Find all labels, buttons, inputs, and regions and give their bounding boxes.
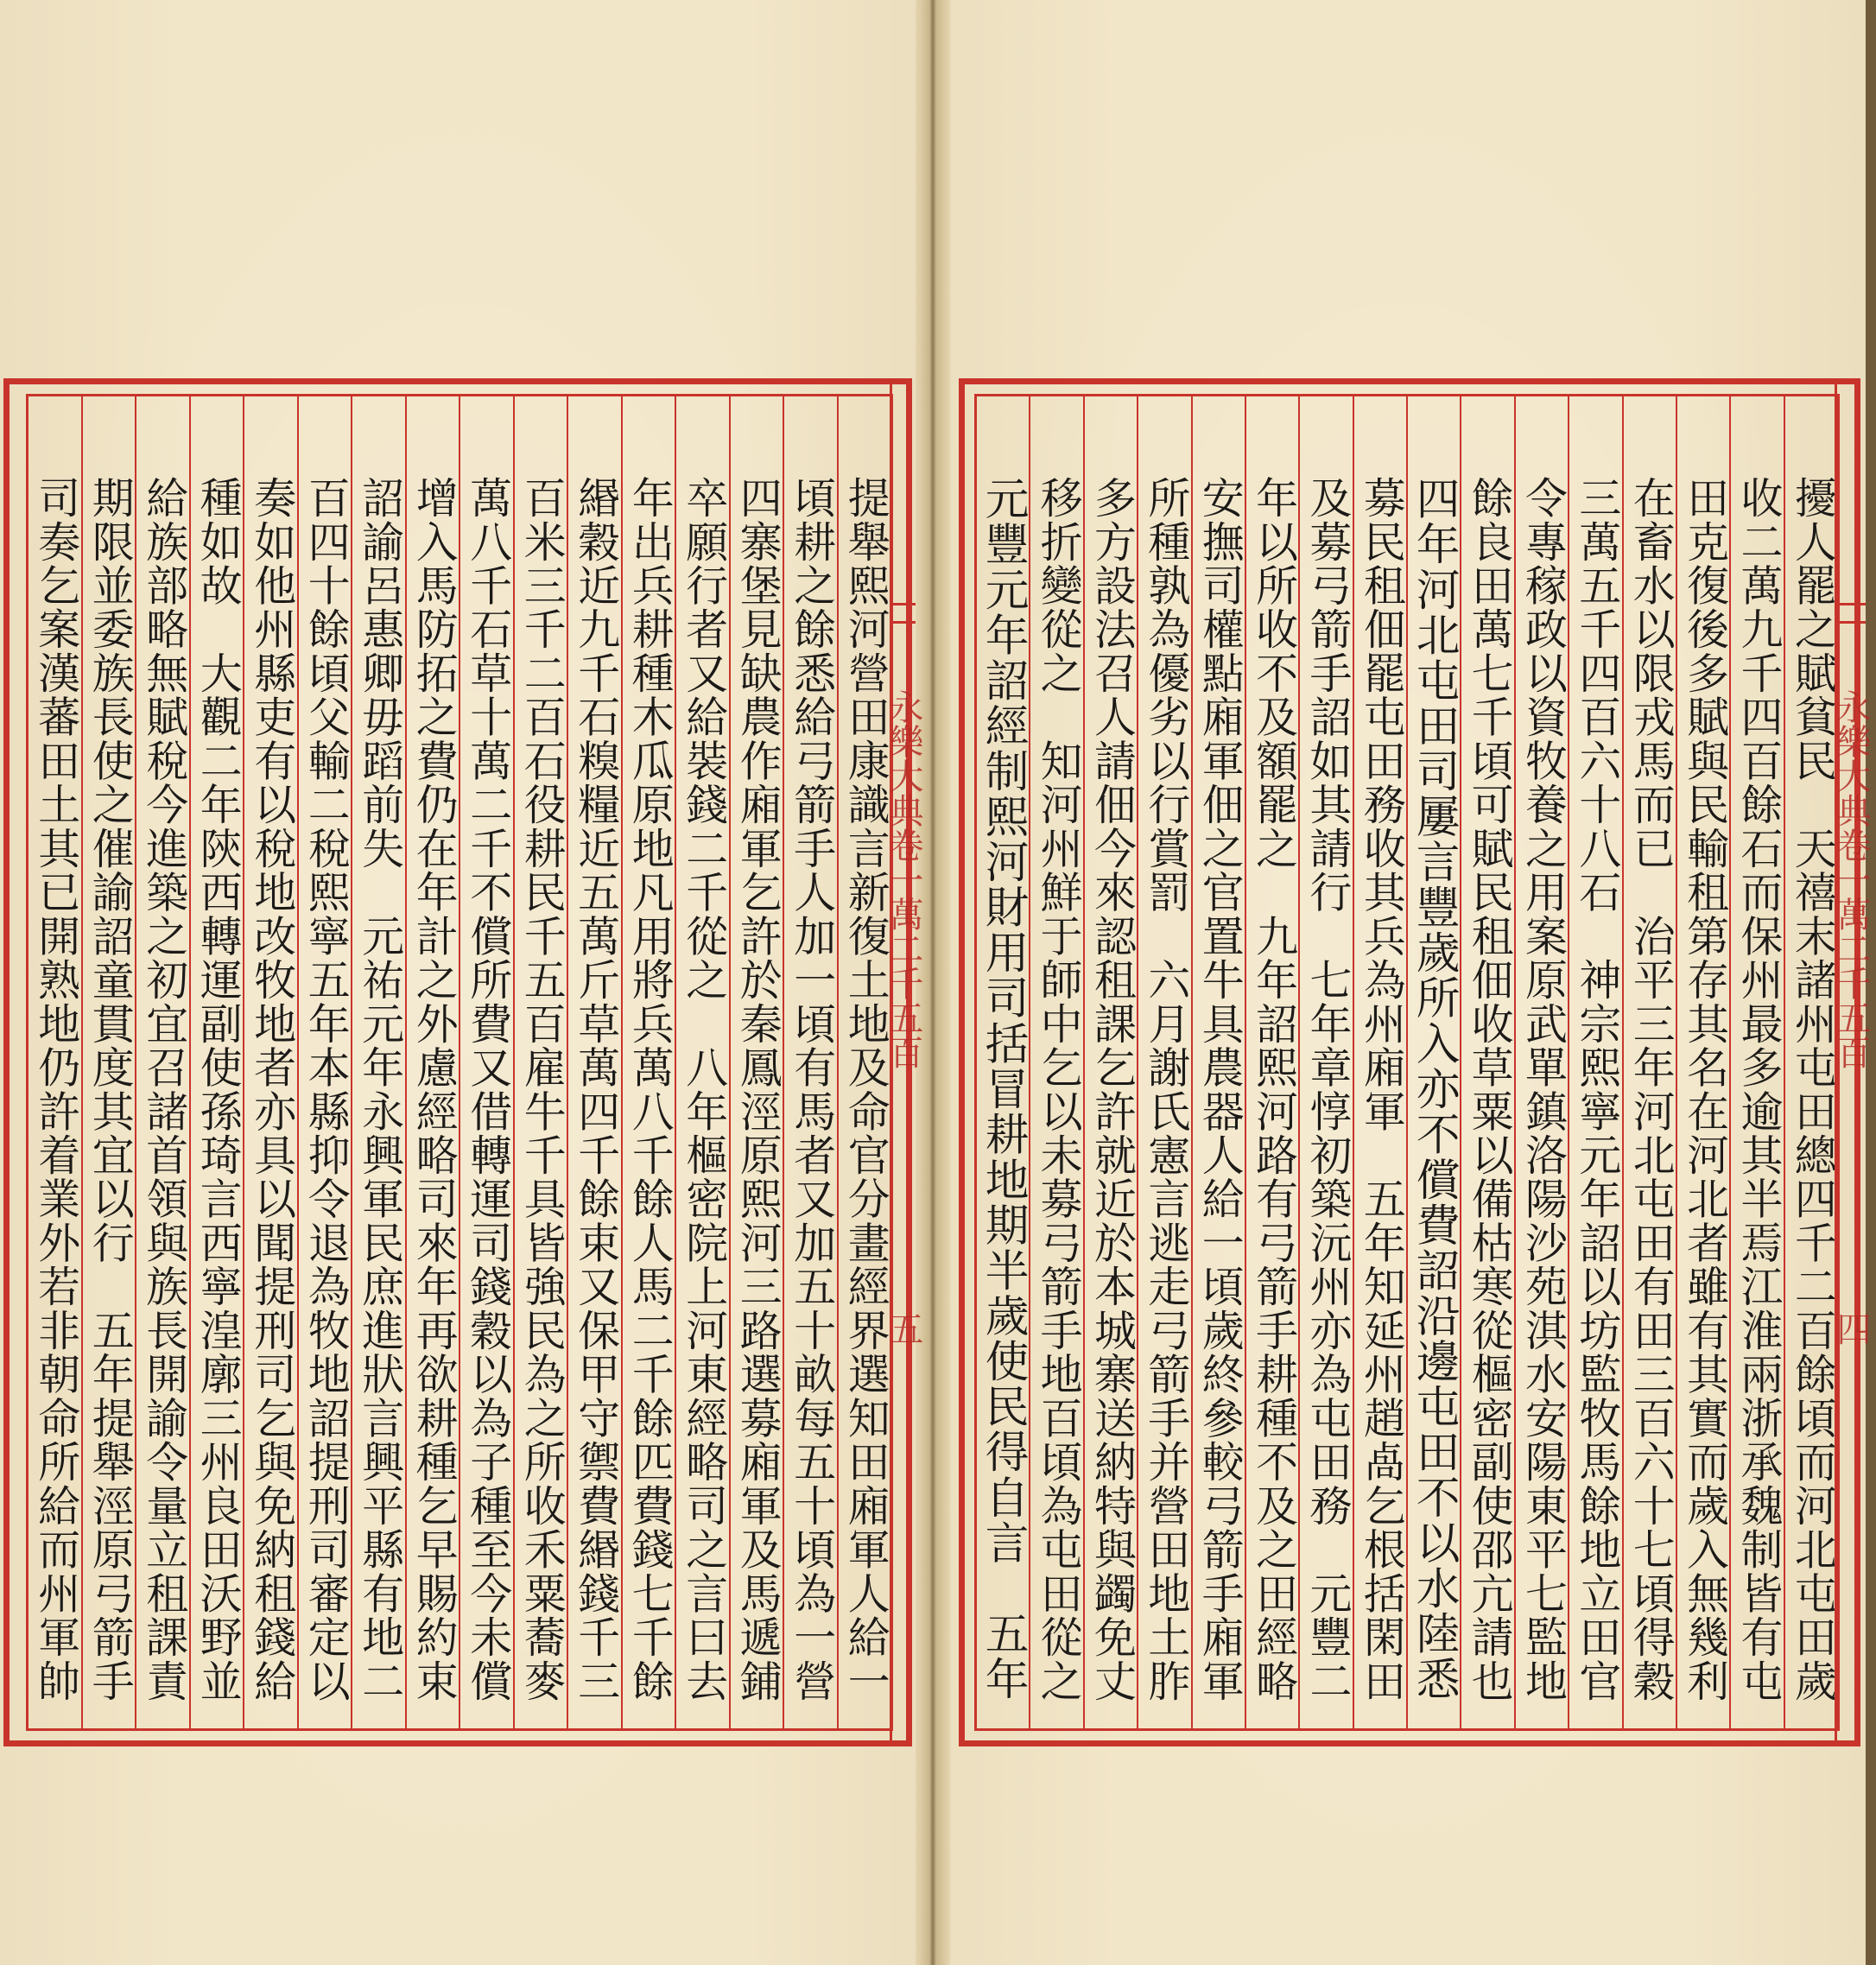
text-column: 頃耕之餘悉給弓箭手人加一頃有馬者又加五十畝每五十頃為一營	[784, 396, 839, 1728]
text-column: 年出兵耕種木瓜原地凡用將兵萬八千餘人馬二千餘匹費錢七千餘	[623, 396, 677, 1728]
fishtail-mark	[892, 603, 916, 624]
text-column: 三萬五千四百六十八石 神宗熙寧元年詔以坊監牧馬餘地立田官	[1569, 396, 1623, 1728]
text-column: 收二萬九千四百餘石而保州最多逾其半焉江淮兩浙承魏制皆有屯	[1731, 396, 1784, 1728]
text-column: 增入馬防拓之費仍在年計之外慮經略司來年再欲耕種乞早賜約束	[407, 396, 461, 1728]
text-column: 所種孰為優劣以行賞罰 六月謝氏憲言逃走弓箭手并營田地土胙	[1138, 396, 1192, 1728]
text-column: 田克復後多賦與民輸租第存其名在河北者雖有其實而歲入無幾利	[1677, 396, 1731, 1728]
text-column: 移折變從之 知河州鮮于師中乞以未募弓箭手地百頃為屯田從之	[1030, 396, 1084, 1728]
fold-page-number: 五	[884, 1311, 923, 1346]
text-column: 奏如他州縣吏有以稅地改牧地者亦具以聞提刑司乞與免納租錢給	[244, 396, 299, 1728]
text-column: 年以所收不及額罷之 九年詔熙河路有弓箭手耕種不及之田經略	[1246, 396, 1300, 1728]
text-column: 緡穀近九千石糗糧近五萬斤草萬四千餘束又保甲守禦費緡錢千三	[568, 396, 623, 1728]
right-page-text-block	[974, 394, 1840, 1731]
text-column: 萬八千石草十萬二千不償所費又借轉運司錢穀以為子種至今未償	[460, 396, 515, 1728]
text-column: 百四十餘頃父輸二稅熙寧五年本縣抑令退為牧地詔提刑司審定以	[299, 396, 353, 1728]
text-column: 令專稼政以資牧養之用案原武單鎮洛陽沙苑淇水安陽東平七監地	[1516, 396, 1569, 1728]
text-column: 四年河北屯田司屢言豐歲所入亦不償費詔沿邊屯田不以水陸悉	[1408, 396, 1461, 1728]
text-column: 期限並委族長使之催諭詔童貫度其宜以行 五年提舉涇原弓箭手	[83, 396, 137, 1728]
text-column: 種如故 大觀二年陝西轉運副使孫琦言西寧湟廓三州良田沃野並	[191, 396, 245, 1728]
text-column: 四寨堡見缺農作廂軍乞許於秦鳳涇原熙河三路選募廂軍及馬遞鋪	[731, 396, 785, 1728]
fold-title: 永樂大典卷一萬二千五百	[884, 689, 923, 1069]
text-column: 卒願行者又給裝錢二千從之 八年樞密院上河東經略司之言曰去	[676, 396, 731, 1728]
text-column: 元豐元年詔經制熙河財用司括冒耕地期半歲使民得自言 五年	[977, 396, 1030, 1728]
fold-title: 永樂大典卷一萬二千五百	[1831, 689, 1871, 1069]
text-column: 多方設法召人請佃今來認租課乞許就近於本城寨送納特與蠲免丈	[1085, 396, 1138, 1728]
text-column: 司奏乞案漢蕃田土其已開熟地仍許着業外若非朝命所給而州軍帥	[29, 396, 83, 1728]
text-column: 募民租佃罷屯田務收其兵為州廂軍 五年知延州趙卨乞根括閑田	[1354, 396, 1408, 1728]
left-fold-strip	[884, 378, 923, 1746]
left-page-text-block	[26, 394, 893, 1731]
fishtail-mark	[1837, 603, 1866, 624]
text-column: 在畜水以限戎馬而已 治平三年河北屯田有田三百六十七頃得穀	[1624, 396, 1677, 1728]
text-column: 安撫司權點廂軍佃之官置牛具農器人給一頃歲終參較弓箭手廂軍	[1193, 396, 1246, 1728]
fold-page-number: 四	[1831, 1311, 1871, 1346]
text-column: 百米三千二百石役耕民千五百雇牛千具皆強民為之所收禾粟蕎麥	[515, 396, 569, 1728]
text-column: 詔諭呂惠卿毋蹈前失 元祐元年永興軍民庶進狀言興平縣有地二	[352, 396, 407, 1728]
text-column: 餘良田萬七千頃可賦民租佃收草粟以備枯寒從樞密副使邵亢請也	[1461, 396, 1515, 1728]
text-column: 給族部略無賦稅今進築之初宜召諸首領與族長開諭令量立租課責	[136, 396, 191, 1728]
text-column: 提舉熙河營田康識言新復土地及命官分畫經界選知田廂軍人給一	[840, 476, 890, 1703]
right-fold-strip	[1831, 378, 1871, 1746]
text-column: 擾人罷之賦貧民 天禧末諸州屯田總四千二百餘頃而河北屯田歲	[1787, 476, 1837, 1703]
text-column: 及募弓箭手詔如其請行 七年章惇初築沅州亦為屯田務 元豐二	[1300, 396, 1353, 1728]
